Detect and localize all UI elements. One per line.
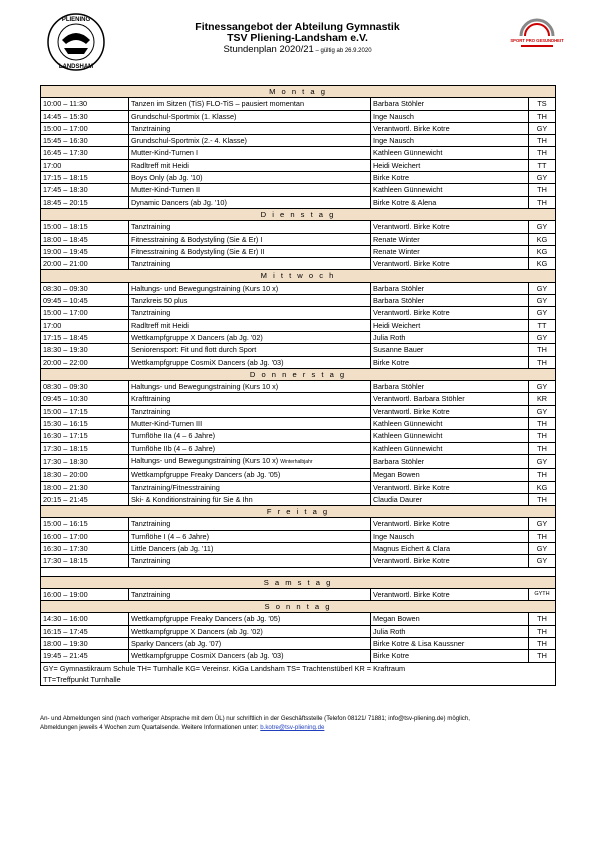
instructor-cell: Birke Kotre & Alena [371, 196, 529, 208]
course-cell: Turnflöhe IIa (4 – 6 Jahre) [129, 430, 371, 442]
table-row [41, 331, 556, 343]
course-cell: Wettkampfgruppe CosmiX Dancers (ab Jg. '03) [129, 650, 371, 662]
course-cell: Mutter-Kind-Turnen I [129, 147, 371, 159]
table-row [41, 295, 556, 307]
day-header-row [41, 270, 556, 282]
header-club: TSV Pliening-Landsham e.V. [227, 32, 368, 44]
instructor-cell: Verantwortl. Birke Kotre [371, 588, 529, 600]
location-cell: GY [529, 221, 556, 233]
table-row [41, 650, 556, 662]
location-cell: GY [529, 307, 556, 319]
day-header-row [41, 208, 556, 220]
time-cell: 15:30 – 16:15 [41, 418, 129, 430]
course-cell: Tanztraining [129, 518, 371, 530]
instructor-cell: Megan Bowen [371, 613, 529, 625]
instructor-cell: Barbara Stöhler [371, 381, 529, 393]
time-cell: 10:00 – 11:30 [41, 98, 129, 110]
table-row [41, 393, 556, 405]
table-row [41, 196, 556, 208]
location-cell: GYTH [529, 588, 556, 600]
table-row [41, 122, 556, 134]
course-cell: Tanzkreis 50 plus [129, 295, 371, 307]
course-cell: Seniorensport: Fit und flott durch Sport [129, 344, 371, 356]
legend-row [41, 662, 556, 686]
instructor-cell: Renate Winter [371, 233, 529, 245]
table-row [41, 307, 556, 319]
time-cell: 16:45 – 17:30 [41, 147, 129, 159]
time-cell: 15:00 – 17:00 [41, 307, 129, 319]
course-cell: Tanztraining [129, 307, 371, 319]
course-cell: Tanztraining [129, 221, 371, 233]
instructor-cell: Birke Kotre [371, 172, 529, 184]
location-cell: TH [529, 344, 556, 356]
table-row [41, 135, 556, 147]
time-cell: 08:30 – 09:30 [41, 381, 129, 393]
location-cell: TH [529, 613, 556, 625]
time-cell: 17:00 [41, 159, 129, 171]
course-cell: Radltreff mit Heidi [129, 159, 371, 171]
instructor-cell: Julia Roth [371, 331, 529, 343]
location-cell: TH [529, 442, 556, 454]
instructor-cell: Renate Winter [371, 245, 529, 257]
svg-text:LANDSHAM: LANDSHAM [58, 64, 94, 70]
table-row [41, 184, 556, 196]
time-cell: 20:15 – 21:45 [41, 493, 129, 505]
day-header-row [41, 368, 556, 380]
instructor-cell: Verantwortl. Birke Kotre [371, 405, 529, 417]
day-header: M i t t w o c h [41, 270, 556, 282]
location-cell: TH [529, 135, 556, 147]
location-cell: GY [529, 405, 556, 417]
location-cell: TH [529, 650, 556, 662]
time-cell: 16:00 – 17:00 [41, 530, 129, 542]
instructor-cell: Barbara Stöhler [371, 282, 529, 294]
course-cell: Boys Only (ab Jg. '10) [129, 172, 371, 184]
course-cell: Tanztraining [129, 588, 371, 600]
table-row [41, 481, 556, 493]
location-cell: GY [529, 542, 556, 554]
table-row [41, 245, 556, 257]
legend [41, 662, 556, 686]
table-row [41, 172, 556, 184]
time-cell: 20:00 – 22:00 [41, 356, 129, 368]
time-cell: 15:00 – 18:15 [41, 221, 129, 233]
course-cell: Wettkampfgruppe Freaky Dancers (ab Jg. '05) [129, 613, 371, 625]
time-cell: 18:00 – 19:30 [41, 638, 129, 650]
table-row [41, 530, 556, 542]
course-cell: Haltungs- und Bewegungstraining (Kurs 10 x) [129, 381, 371, 393]
location-cell: TH [529, 469, 556, 481]
table-row [41, 233, 556, 245]
instructor-cell: Julia Roth [371, 625, 529, 637]
time-cell: 18:30 – 19:30 [41, 344, 129, 356]
location-cell: TH [529, 625, 556, 637]
table-row [41, 110, 556, 122]
time-cell: 18:45 – 20:15 [41, 196, 129, 208]
location-cell: GY [529, 295, 556, 307]
location-cell: GY [529, 172, 556, 184]
instructor-cell: Verantwortl. Birke Kotre [371, 518, 529, 530]
instructor-cell: Magnus Eichert & Clara [371, 542, 529, 554]
instructor-cell: Verantwortl. Birke Kotre [371, 258, 529, 270]
course-cell: Grundschul-Sportmix (1. Klasse) [129, 110, 371, 122]
course-cell: Tanzen im Sitzen (TiS) FLO-TiS – pausiert momentan [129, 98, 371, 110]
contact-email-link[interactable]: b.kotre@tsv-pliening.de [260, 724, 325, 731]
location-cell: KG [529, 258, 556, 270]
time-cell: 15:45 – 16:30 [41, 135, 129, 147]
instructor-cell: Verantwortl. Birke Kotre [371, 307, 529, 319]
table-row [41, 405, 556, 417]
table-row [41, 625, 556, 637]
table-row [41, 344, 556, 356]
course-cell: Tanztraining [129, 122, 371, 134]
spacer-row [41, 567, 556, 576]
instructor-cell: Verantwortl. Birke Kotre [371, 221, 529, 233]
instructor-cell: Kathleen Günnewicht [371, 430, 529, 442]
location-cell: TH [529, 196, 556, 208]
table-row [41, 493, 556, 505]
instructor-cell: Kathleen Günnewicht [371, 418, 529, 430]
header-title: Fitnessangebot der Abteilung Gymnastik [195, 21, 400, 33]
course-cell: Radltreff mit Heidi [129, 319, 371, 331]
day-header-row [41, 506, 556, 518]
course-cell: Wettkampfgruppe X Dancers (ab Jg. '02) [129, 625, 371, 637]
time-cell: 17:45 – 18:30 [41, 184, 129, 196]
table-row [41, 588, 556, 600]
day-header: M o n t a g [41, 86, 556, 98]
course-cell: Turnflöhe IIb (4 – 6 Jahre) [129, 442, 371, 454]
time-cell: 14:30 – 16:00 [41, 613, 129, 625]
location-cell: GY [529, 518, 556, 530]
location-cell: KG [529, 245, 556, 257]
time-cell: 16:00 – 19:00 [41, 588, 129, 600]
table-row [41, 159, 556, 171]
location-cell: GY [529, 381, 556, 393]
time-cell: 19:00 – 19:45 [41, 245, 129, 257]
time-cell: 09:45 – 10:45 [41, 295, 129, 307]
day-header: S o n n t a g [41, 601, 556, 613]
course-cell: Little Dancers (ab Jg. '11) [129, 542, 371, 554]
table-row [41, 469, 556, 481]
course-cell: Ski- & Konditionstraining für Sie & Ihn [129, 493, 371, 505]
time-cell: 17:30 – 18:15 [41, 555, 129, 567]
instructor-cell: Verantwortl. Birke Kotre [371, 122, 529, 134]
instructor-cell: Barbara Stöhler [371, 454, 529, 468]
location-cell: TH [529, 418, 556, 430]
time-cell: 17:15 – 18:45 [41, 331, 129, 343]
table-row [41, 418, 556, 430]
location-cell: GY [529, 122, 556, 134]
instructor-cell: Verantwortl. Birke Kotre [371, 555, 529, 567]
legend-line-2: TT=Treffpunkt Turnhalle [43, 674, 121, 684]
table-row [41, 221, 556, 233]
course-cell: Tanztraining [129, 555, 371, 567]
table-row [41, 258, 556, 270]
location-cell: TH [529, 356, 556, 368]
instructor-cell: Barbara Stöhler [371, 295, 529, 307]
footer-line-1: An- und Abmeldungen sind (nach vorheriger Absprache mit dem ÜL) nur schriftlich in der Geschäftsstelle (Telefon 08121/ 71881; info@tsv-pliening.de) möglich, [40, 715, 470, 722]
time-cell: 16:30 – 17:15 [41, 430, 129, 442]
table-row [41, 356, 556, 368]
location-cell: TH [529, 530, 556, 542]
location-cell: GY [529, 454, 556, 468]
course-cell: Wettkampfgruppe X Dancers (ab Jg. '02) [129, 331, 371, 343]
instructor-cell: Kathleen Günnewicht [371, 442, 529, 454]
time-cell: 16:15 – 17:45 [41, 625, 129, 637]
day-header-row [41, 601, 556, 613]
course-cell: Grundschul-Sportmix (2.- 4. Klasse) [129, 135, 371, 147]
table-row [41, 430, 556, 442]
day-header: D i e n s t a g [41, 208, 556, 220]
time-cell: 17:00 [41, 319, 129, 331]
course-cell: Wettkampfgruppe Freaky Dancers (ab Jg. '05) [129, 469, 371, 481]
time-cell: 17:15 – 18:15 [41, 172, 129, 184]
instructor-cell: Inge Nausch [371, 135, 529, 147]
location-cell: TH [529, 110, 556, 122]
location-cell: KR [529, 393, 556, 405]
course-cell: Tanztraining/Fitnesstraining [129, 481, 371, 493]
schedule-table [40, 85, 556, 686]
table-row [41, 542, 556, 554]
time-cell: 15:00 – 16:15 [41, 518, 129, 530]
table-row [41, 381, 556, 393]
time-cell: 17:30 – 18:15 [41, 442, 129, 454]
location-cell: TH [529, 147, 556, 159]
location-cell: TH [529, 184, 556, 196]
day-header-row [41, 576, 556, 588]
instructor-cell: Claudia Daurer [371, 493, 529, 505]
location-cell: TT [529, 319, 556, 331]
legend-line-1: GY= Gymnastikraum Schule TH= Turnhalle KG= Vereinsr. KiGa Landsham TS= Trachtenstüberl KR = Kraftraum [43, 663, 406, 673]
instructor-cell: Kathleen Günnewicht [371, 184, 529, 196]
time-cell: 18:00 – 21:30 [41, 481, 129, 493]
location-cell: GY [529, 555, 556, 567]
course-cell: Fitnesstraining & Bodystyling (Sie & Er) II [129, 245, 371, 257]
location-cell: TT [529, 159, 556, 171]
time-cell: 17:30 – 18:30 [41, 454, 129, 468]
time-cell: 20:00 – 21:00 [41, 258, 129, 270]
course-cell: Turnflöhe I (4 – 6 Jahre) [129, 530, 371, 542]
day-header: S a m s t a g [41, 576, 556, 588]
instructor-cell: Megan Bowen [371, 469, 529, 481]
course-cell: Fitnesstraining & Bodystyling (Sie & Er) I [129, 233, 371, 245]
instructor-cell: Heidi Weichert [371, 319, 529, 331]
table-row [41, 442, 556, 454]
location-cell: TH [529, 493, 556, 505]
course-cell: Dynamic Dancers (ab Jg. '10) [129, 196, 371, 208]
time-cell: 15:00 – 17:15 [41, 405, 129, 417]
table-row [41, 454, 556, 468]
instructor-cell: Susanne Bauer [371, 344, 529, 356]
table-row [41, 638, 556, 650]
table-row [41, 613, 556, 625]
instructor-cell: Heidi Weichert [371, 159, 529, 171]
time-cell: 09:45 – 10:30 [41, 393, 129, 405]
instructor-cell: Barbara Stöhler [371, 98, 529, 110]
time-cell: 14:45 – 15:30 [41, 110, 129, 122]
header-schedule: Stundenplan 2020/21 – gültig ab 26.9.2020 [223, 44, 372, 55]
day-header-row [41, 86, 556, 98]
instructor-cell: Inge Nausch [371, 530, 529, 542]
winterhalbjahr-note: Winterhalbjahr [280, 458, 313, 465]
instructor-cell: Kathleen Günnewicht [371, 147, 529, 159]
course-cell: Sparky Dancers (ab Jg. '07) [129, 638, 371, 650]
location-cell: TH [529, 430, 556, 442]
svg-text:PLIENING: PLIENING [61, 17, 91, 23]
svg-text:SPORT PRO GESUNDHEIT: SPORT PRO GESUNDHEIT [510, 38, 564, 43]
day-header: F r e i t a g [41, 506, 556, 518]
time-cell: 18:00 – 18:45 [41, 233, 129, 245]
location-cell: GY [529, 282, 556, 294]
course-cell: Wettkampfgruppe CosmiX Dancers (ab Jg. '03) [129, 356, 371, 368]
time-cell: 16:30 – 17:30 [41, 542, 129, 554]
course-cell: Krafttraining [129, 393, 371, 405]
instructor-cell: Birke Kotre [371, 356, 529, 368]
location-cell: KG [529, 481, 556, 493]
instructor-cell: Birke Kotre [371, 650, 529, 662]
location-cell: KG [529, 233, 556, 245]
table-row [41, 555, 556, 567]
table-row [41, 518, 556, 530]
course-cell: Tanztraining [129, 405, 371, 417]
time-cell: 18:30 – 20:00 [41, 469, 129, 481]
location-cell: TH [529, 638, 556, 650]
instructor-cell: Inge Nausch [371, 110, 529, 122]
instructor-cell: Verantwortl. Barbara Stöhler [371, 393, 529, 405]
time-cell: 08:30 – 09:30 [41, 282, 129, 294]
course-cell: Haltungs- und Bewegungstraining (Kurs 10 x) Winterhalbjahr [129, 454, 371, 468]
course-cell: Mutter-Kind-Turnen II [129, 184, 371, 196]
table-row [41, 147, 556, 159]
course-cell: Tanztraining [129, 258, 371, 270]
location-cell: TS [529, 98, 556, 110]
table-row [41, 319, 556, 331]
day-header: D o n n e r s t a g [41, 368, 556, 380]
document-header [0, 22, 595, 57]
time-cell: 19:45 – 21:45 [41, 650, 129, 662]
table-row [41, 98, 556, 110]
location-cell: GY [529, 331, 556, 343]
course-cell: Mutter-Kind-Turnen III [129, 418, 371, 430]
time-cell: 15:00 – 17:00 [41, 122, 129, 134]
footer-note [40, 714, 560, 732]
course-cell: Haltungs- und Bewegungstraining (Kurs 10 x) [129, 282, 371, 294]
instructor-cell: Birke Kotre & Lisa Kaussner [371, 638, 529, 650]
footer-line-2: Abmeldungen jeweils 4 Wochen zum Quartalsende. Weitere Informationen unter: b.kotre@tsv-pliening.de [40, 724, 325, 731]
table-row [41, 282, 556, 294]
instructor-cell: Verantwortl. Birke Kotre [371, 481, 529, 493]
